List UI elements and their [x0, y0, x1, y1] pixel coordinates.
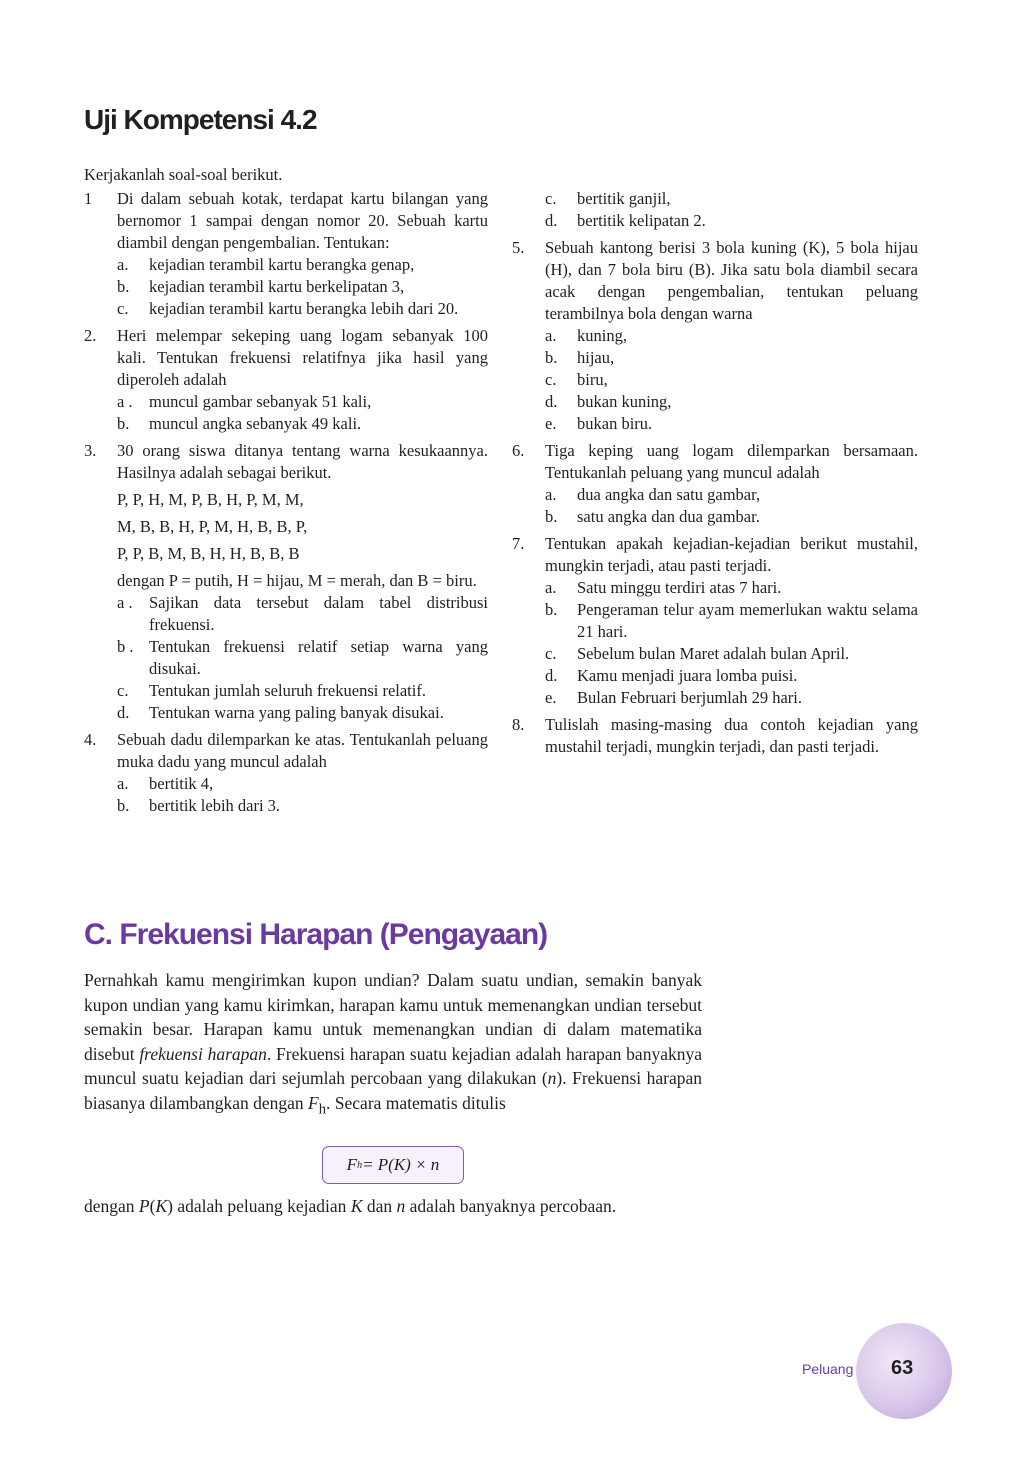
sub-text: dua angka dan satu gambar,: [577, 485, 761, 504]
sub-letter: b.: [545, 507, 558, 526]
question-text: Di dalam sebuah kotak, terdapat kartu bilangan yang bernomor 1 sampai dengan nomor 20. Sebuah kartu diambil dengan pengembalian. Tentukan:: [117, 189, 488, 252]
sub-text: bertitik kelipatan 2.: [577, 211, 706, 230]
sub-text: kejadian terambil kartu berangka genap,: [149, 255, 415, 274]
sub-text: Sebelum bulan Maret adalah bulan April.: [577, 644, 850, 663]
sub-text: Kamu menjadi juara lomba puisi.: [577, 666, 798, 685]
sub-item: [117, 636, 488, 680]
question-8: [512, 714, 918, 758]
sub-letter: d.: [117, 703, 130, 722]
sub-text: bukan biru.: [577, 414, 653, 433]
sub-text: kejadian terambil kartu berkelipatan 3,: [149, 277, 405, 296]
after-text: (: [149, 1196, 156, 1216]
sub-item: [545, 665, 918, 687]
sub-text: bertitik ganjil,: [577, 189, 671, 208]
sub-letter: b.: [117, 277, 130, 296]
sub-text: muncul angka sebanyak 49 kali.: [149, 414, 362, 433]
sub-item: [545, 484, 918, 506]
chapter-label: Peluang: [802, 1361, 854, 1377]
sub-item: [545, 506, 918, 528]
sub-letter: a.: [545, 485, 557, 504]
question-number: 8.: [512, 715, 525, 734]
sub-letter: c.: [545, 189, 557, 208]
question-4: [84, 729, 488, 817]
section-title: Uji Kompetensi 4.2: [84, 104, 317, 135]
question-number: 3.: [84, 441, 97, 460]
sub-item: [545, 369, 918, 391]
sub-text: Tentukan jumlah seluruh frekuensi relatif.: [149, 681, 426, 700]
para-text: Pernahkah kamu mengirimkan kupon undian? Dalam suatu undian, semakin banyak kupon undian yang kamu kirimkan, harapan kamu untuk memenangkan undian tersebut semakin besar. Harapan kamu untuk memenangkan undian di dalam matematika disebut: [84, 970, 702, 1064]
question-number: 6.: [512, 441, 525, 460]
sub-item: [545, 325, 918, 347]
question-7: [512, 533, 918, 709]
sub-text: biru,: [577, 370, 608, 389]
para-text: ). Frekuensi harapan biasanya dilambangkan dengan: [84, 1068, 702, 1113]
sub-letter: d.: [545, 666, 558, 685]
sub-letter: b.: [117, 796, 130, 815]
sub-text: Tentukan warna yang paling banyak disukai.: [149, 703, 444, 722]
sub-item: [117, 276, 488, 298]
sub-letter: e.: [545, 688, 557, 707]
para-term: frekuensi harapan: [139, 1043, 267, 1064]
sub-item: [117, 680, 488, 702]
sub-text: Tentukan frekuensi relatif setiap warna yang disukai.: [149, 637, 488, 678]
sub-letter: a.: [545, 578, 557, 597]
data-legend: dengan P = putih, H = hijau, M = merah, dan B = biru.: [117, 571, 477, 590]
after-text: ) adalah peluang kejadian: [167, 1196, 351, 1216]
data-line: M, B, B, H, P, M, H, B, B, P,: [117, 517, 308, 536]
instruction: Kerjakanlah soal-soal berikut.: [84, 165, 283, 184]
sub-letter: c.: [117, 681, 129, 700]
sub-letter: b .: [117, 637, 134, 656]
sub-letter: d.: [545, 392, 558, 411]
sub-item: [117, 702, 488, 724]
para-sub-h: h: [318, 1101, 327, 1117]
question-text: Heri melempar sekeping uang logam sebanyak 100 kali. Tentukan frekuensi relatifnya jika hasil yang diperoleh adalah: [117, 326, 488, 389]
page-number: 63: [891, 1357, 914, 1379]
sub-letter: a .: [117, 593, 133, 612]
question-3: [84, 440, 488, 724]
question-number: 2.: [84, 326, 97, 345]
question-text: Tentukan apakah kejadian-kejadian berikut mustahil, mungkin terjadi, atau pasti terjadi.: [545, 534, 918, 575]
question-5: [512, 237, 918, 435]
sub-letter: e.: [545, 414, 557, 433]
sub-item: [545, 577, 918, 599]
after-text: dan: [362, 1196, 397, 1216]
question-text: 30 orang siswa ditanya tentang warna kesukaannya. Hasilnya adalah sebagai berikut.: [117, 441, 488, 482]
after-text: dengan: [84, 1196, 139, 1216]
right-column: [512, 188, 918, 763]
sub-item: [117, 592, 488, 636]
sub-item: [545, 599, 918, 643]
section-c-paragraph: [84, 968, 702, 1122]
sub-text: Sajikan data tersebut dalam tabel distribusi frekuensi.: [149, 593, 488, 634]
sub-letter: a.: [545, 326, 557, 345]
question-number: 4.: [84, 730, 97, 749]
data-line: P, P, H, M, P, B, H, P, M, M,: [117, 490, 304, 509]
after-var: K: [155, 1196, 168, 1216]
sub-item: [545, 413, 918, 435]
sub-item: [117, 391, 488, 413]
sub-item: [545, 347, 918, 369]
question-2: [84, 325, 488, 435]
question-number: 5.: [512, 238, 525, 257]
sub-text: bertitik lebih dari 3.: [149, 796, 281, 815]
sub-letter: d.: [545, 211, 558, 230]
sub-item: [545, 188, 918, 210]
sub-item: [117, 298, 488, 320]
sub-letter: a.: [117, 255, 129, 274]
after-var: P: [138, 1196, 150, 1216]
sub-letter: c.: [545, 644, 557, 663]
para-text: . Frekuensi harapan suatu kejadian adalah harapan banyaknya muncul suatu kejadian dari sejumlah percobaan yang dilakukan (: [84, 1043, 702, 1088]
sub-letter: c.: [117, 299, 129, 318]
para-text: . Secara matematis ditulis: [326, 1092, 506, 1113]
sub-text: kejadian terambil kartu berangka lebih dari 20.: [149, 299, 459, 318]
after-text: adalah banyaknya percobaan.: [405, 1196, 617, 1216]
sub-item: [117, 413, 488, 435]
formula-f: F: [346, 1155, 358, 1174]
question-number: 7.: [512, 534, 525, 553]
sub-item: [545, 391, 918, 413]
formula-rest: = P(K) × n: [362, 1155, 440, 1174]
question-4-continued: [512, 188, 918, 232]
sub-letter: c.: [545, 370, 557, 389]
sub-letter: a.: [117, 774, 129, 793]
formula-sub: h: [357, 1159, 363, 1171]
sub-text: kuning,: [577, 326, 627, 345]
question-text: Tiga keping uang logam dilemparkan bersamaan. Tentukanlah peluang yang muncul adalah: [545, 441, 918, 482]
para-var-f: F: [308, 1092, 319, 1113]
sub-item: [545, 210, 918, 232]
sub-text: Bulan Februari berjumlah 29 hari.: [577, 688, 802, 707]
sub-letter: b.: [545, 600, 558, 619]
sub-item: [545, 643, 918, 665]
sub-text: satu angka dan dua gambar.: [577, 507, 760, 526]
question-text: Sebuah kantong berisi 3 bola kuning (K), 5 bola hijau (H), dan 7 bola biru (B). Jika satu bola diambil secara acak dengan pengembalian, tentukan peluang terambilnya bola dengan warna: [545, 238, 918, 323]
question-number: 1: [84, 189, 93, 208]
question-6: [512, 440, 918, 528]
section-c-title: C. Frekuensi Harapan (Pengayaan): [84, 918, 548, 951]
sub-text: Pengeraman telur ayam memerlukan waktu selama 21 hari.: [577, 600, 918, 641]
sub-letter: b.: [117, 414, 130, 433]
formula-box: [322, 1146, 464, 1184]
sub-text: Satu minggu terdiri atas 7 hari.: [577, 578, 782, 597]
sub-letter: b.: [545, 348, 558, 367]
question-text: Sebuah dadu dilemparkan ke atas. Tentukanlah peluang muka dadu yang muncul adalah: [117, 730, 488, 771]
sub-text: hijau,: [577, 348, 615, 367]
question-text: Tulislah masing-masing dua contoh kejadian yang mustahil terjadi, mungkin terjadi, dan pasti terjadi.: [545, 715, 918, 756]
sub-text: bukan kuning,: [577, 392, 672, 411]
left-column: [84, 188, 488, 822]
formula-explanation: [84, 1194, 702, 1219]
sub-item: [117, 773, 488, 795]
sub-letter: a .: [117, 392, 133, 411]
sub-item: [545, 687, 918, 709]
after-var: n: [396, 1196, 406, 1216]
data-line: P, P, B, M, B, H, H, B, B, B: [117, 544, 300, 563]
question-1: [84, 188, 488, 320]
after-var: K: [350, 1196, 363, 1216]
sub-item: [117, 254, 488, 276]
sub-item: [117, 795, 488, 817]
sub-text: bertitik 4,: [149, 774, 214, 793]
sub-text: muncul gambar sebanyak 51 kali,: [149, 392, 372, 411]
para-var-n: n: [547, 1068, 557, 1088]
